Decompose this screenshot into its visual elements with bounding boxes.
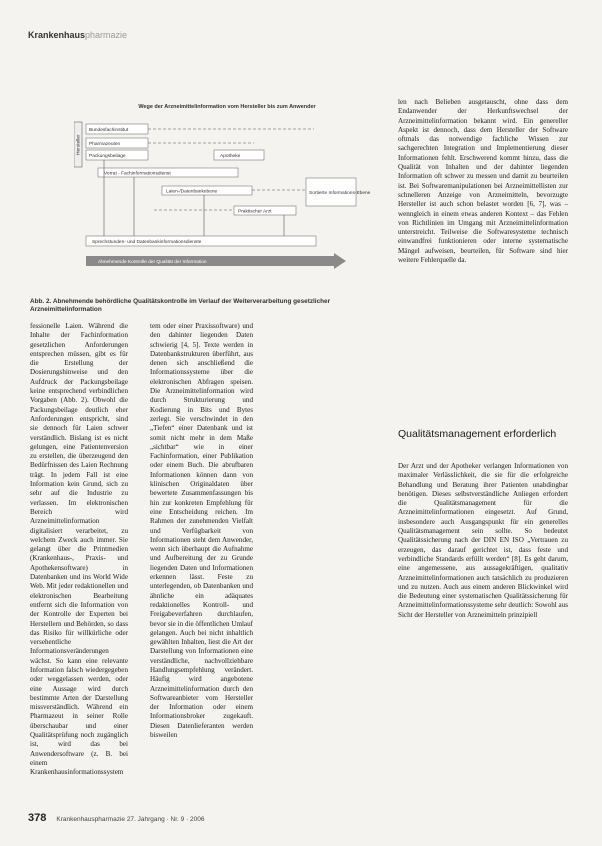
section-title: Krankenhaus [28, 30, 86, 40]
section-subtitle: pharmazie [85, 30, 128, 40]
journal-info: Krankenhauspharmazie 27. Jahrgang · Nr. 9 · 2006 [56, 816, 205, 823]
apotheke-label: Apotheke [220, 154, 241, 159]
section-heading: Qualitätsmanagement erforderlich [398, 428, 557, 440]
quality-arrow-label: Abnehmende Kontrolle der Qualität der Information [98, 260, 207, 265]
bottom-box-label: Sprechstunden- und Datenbankinformationsdienste [92, 240, 202, 245]
text-column-3-bottom: Der Arzt und der Apotheker verlangen Informationen von maximaler Verlässlichkeit, die sie für die erfolgreiche Behandlung und Beratung ihrer Patienten unabdingbar benötigen. Dieses selbstverständliche Anliegen erfordert die Qualitätsmanagement für die Arzneimittelinformationen eingesetzt. Auf Grund, insbesondere auch Ausgangspunkt für ein generelles Qualitätsmanagement sein sollte. So bedeutet Qualitätssicherung nach der DIN EN ISO „Vertrauen zu erzeugen, das darauf gerichtet ist, dass feste und verbindliche Standards erfüllt werden“ [8]. Es geht darum, eine angemessene, aus aussagekräftigen, qualitativ Arzneimittelinformationen auch tatsächlich zu produzieren und zu nutzen. Auch aus einem anderen Blickwinkel wird die Bedeutung einer systematischen Qualitätssicherung für Arzneimittelinformationssysteme sehr deutlich: Sowohl aus Sicht der Hersteller von Arzneimitteln prinzipiell [398, 462, 568, 619]
figure-title: Wege der Arzneimittelinformation vom Hersteller bis zum Anwender [138, 104, 316, 110]
sortierte-ebene-label: Sortierte Informations-Ebene [309, 191, 371, 196]
running-header [28, 30, 127, 40]
hersteller-label: Hersteller [76, 134, 82, 155]
source-label-3: Packungsbeilage [89, 154, 126, 159]
praktischer-arzt-label: Praktischer Arzt [238, 209, 272, 215]
page-footer [28, 812, 205, 824]
source-label-1: Bundesfachinstitut [89, 128, 129, 133]
text-column-1: fessionelle Laien. Während die Inhalte der Fachinformation gesetzlichen Anforderungen entsprechen müssen, gibt es für die Erstellung der Dosierungshinweise und den Aufdruck der Packungsbeilage keine entsprechend verbindlichen Vorgaben (Abb. 2). Obwohl die Packungsbeilage deutlich eher Anforderungen entspricht, sind sie dennoch für Laien schwer verständlich. Bislang ist es nicht gelungen, eine Patientenversion zu erstellen, die überzeugend den Bedürfnissen des Laien Rechnung trägt. In jedem Fall ist eine Information kein Grund, sich zu sehr auf die Industrie zu verlassen. Im elektronischen Bereich wird Arzneimittelinformation digitalisiert verarbeitet, zu welchem Zweck auch immer. Sie gelangt über die Printmedien (Krankenhaus-, Praxis- und Apothekensoftware) in Datenbanken und ins World Wide Web. Mit jeder redaktionellen und elektronischen Bearbeitung entfernt sich die Information von der Kontrolle der Experten bei Herstellern und Behörden, so dass das Risiko für willkürliche oder versehentliche Informationsveränderungen wächst. So kann eine relevante Information falsch wiedergegeben oder weggelassen werden, oder eine Aussage wird durch bestimmte Arten der Darstellung missverständlich. Während ein Pharmazeut in seiner Rolle überschaubar und einer Qualitätsprüfung noch zugänglich ist, wird das bei Anwendersoftware (z. B. bei einem Krankenhausinformationssystem [30, 322, 128, 777]
source-label-2: Pharmazeuten [89, 142, 121, 147]
fachinfo-label: Vorrat - Fachinformationsdienst [104, 171, 171, 177]
text-column-2: tem oder einer Praxissoftware) und den dahinter liegenden Daten schwierig [4, 5]. Texte werden in Datenbankstrukturen überführt, aus denen sich anschließend die Informationssysteme über die elektronischen Abfragen speisen. Die Arzneimittelinformation wird durch Strukturierung und Kodierung in Bits und Bytes zerlegt. Sie verschwindet in den „Tiefen“ einer Datenbank und ist somit nicht mehr in dem Maße „sichtbar“ wie in einer Fachinformation, einer Publikation oder einem Buch. Die abrufbaren Informationen können dann von klinischen Originaldaten über bewertete Zusammenfassungen bis hin zur konkreten Empfehlung für eine Entscheidung reichen. Im Rahmen der zunehmenden Vielfalt und Verfügbarkeit von Informationen steht dem Anwender, wenn sich überhaupt die Aufnahme und Aufbereitung der zu Grunde liegenden Daten und Informationen erkennen lässt. Feste zu unterlegenden, ob Datenbanken und ähnliche ein adäquates redaktionelles Kontroll- und Freigabeverfahren durchlaufen, bevor sie in die öffentlichen Umlauf gelangen. Auch bei nicht inhaltlich gewählten Inhalten, liest die Art der Darstellung von Informationen eine verständliche, nachvollziehbare Handlungsempfehlung verändert. Häufig wird angebotene Arzneimittelinformation durch den Softwareanbieter vom Hersteller der Information oder einem Informationsbroker zugekauft. Diesen Datenlieferanten werden bisweilen [150, 322, 253, 740]
laien-label: Laien-/Datenbankebene [166, 189, 218, 195]
information-flow-diagram [74, 100, 374, 280]
figure-caption: Abb. 2. Abnehmende behördliche Qualitätskontrolle im Verlauf der Weiterverarbeitung gesetzlicher Arzneimittelinformation [30, 298, 331, 313]
text-column-3-top: len nach Belieben ausgetauscht, ohne dass dem Endanwender der Herkunftswechsel der Arzneimittelinformation bekannt wird. Ein genereller Aspekt ist dennoch, dass dem Hersteller der Software oftmals das notwendige fachliche Wissen zur sachgerechten Integration und Implementierung dieser Informationen fehlt. Erschwerend kommt hinzu, dass die Qualität von Inhalten und der dahinter liegenden Information oft schwer zu messen und damit zu beurteilen ist. Bei Softwaremanipulationen bei Arzneimittellisten zur schnelleren Anzeige von Arzneimitteln, bevorzugte Hersteller ist auch schon belastet worden [6, 7], was – wenngleich in einem etwas anderen Kontext – das Fehlen von Richtlinien im Umgang mit Arzneimittelinformation unterstreicht. Teilweise die Softwaresysteme technisch einwandfrei funktionieren oder interne systematische Mängel aufweisen, beurteilen, für Software sind hier weitere Fehlerquelle da. [398, 98, 568, 265]
page-number: 378 [28, 812, 47, 824]
quality-arrow-head [334, 253, 346, 269]
